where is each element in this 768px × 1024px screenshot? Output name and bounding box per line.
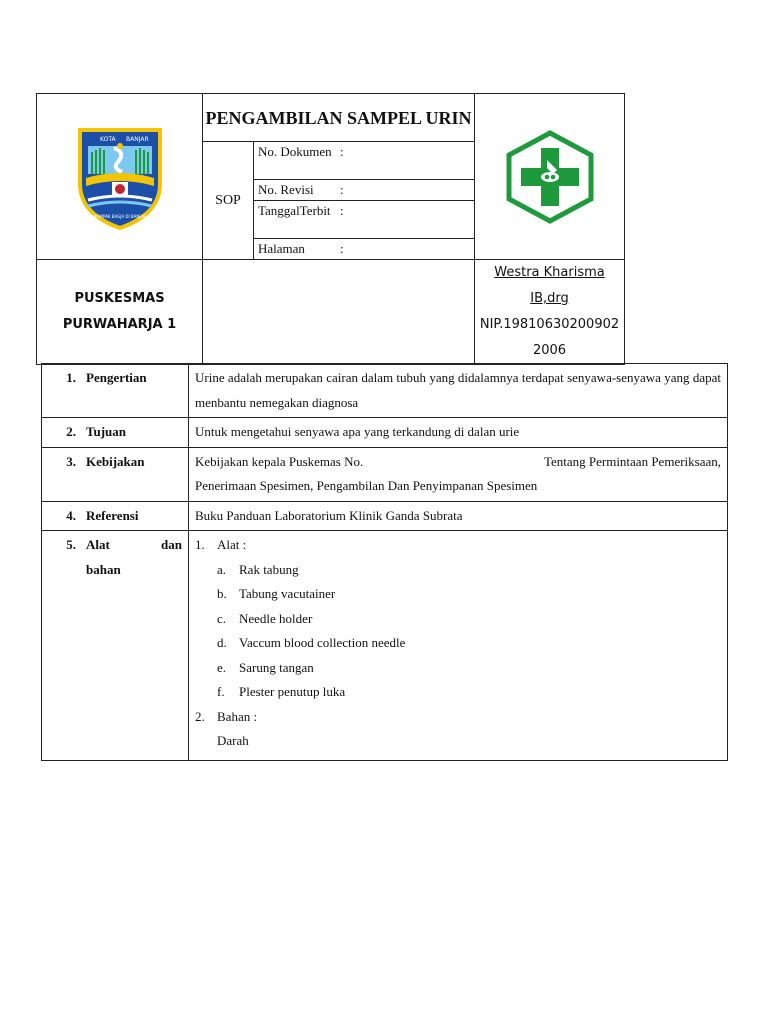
section-content bbox=[189, 531, 728, 761]
meta-no-revisi bbox=[254, 180, 475, 201]
meta-colon: : bbox=[340, 241, 344, 256]
section-number: 4. bbox=[66, 507, 76, 523]
section-text: Untuk mengetahui senyawa apa yang terkandung di dalan urie bbox=[189, 418, 728, 448]
signer-block bbox=[475, 260, 625, 365]
section-text: Buku Panduan Laboratorium Klinik Ganda Subrata bbox=[189, 501, 728, 531]
meta-key: No. Dokumen bbox=[258, 144, 332, 159]
section-label-c: bahan bbox=[86, 561, 121, 577]
policy-text-b: Tentang Permintaan Pemeriksaan, bbox=[543, 453, 721, 469]
signer-nip-line-1: NIP.19810630200902 bbox=[479, 317, 620, 332]
list-item: d. Vaccum blood collection needle bbox=[217, 635, 406, 650]
section-alat-bahan bbox=[42, 531, 728, 761]
puskesmas-cross-icon bbox=[503, 130, 597, 224]
bahan-text: Darah bbox=[217, 733, 249, 748]
list-item: f. Plester penutup luka bbox=[217, 684, 346, 699]
policy-text-c: Penerimaan Spesimen, Pengambilan Dan Penyimpanan Spesimen bbox=[195, 478, 538, 493]
sop-header-table bbox=[36, 93, 625, 365]
section-number: 2. bbox=[66, 424, 76, 439]
section-number: 3. bbox=[66, 453, 76, 469]
organization-name bbox=[37, 260, 203, 365]
section-text bbox=[189, 447, 728, 501]
section-number: 5. bbox=[66, 537, 76, 552]
sop-content-table bbox=[41, 363, 728, 761]
signer-name-line-2: IB,drg bbox=[530, 291, 569, 306]
puskesmas-logo-cell bbox=[475, 94, 625, 260]
list-item: b. Tabung vacutainer bbox=[217, 586, 336, 601]
meta-colon: : bbox=[340, 144, 344, 159]
kota-banjar-logo-icon bbox=[74, 122, 166, 232]
sop-label: SOP bbox=[203, 142, 254, 260]
section-number: 1. bbox=[66, 370, 76, 385]
section-label: Pengertian bbox=[86, 370, 147, 385]
logo-text-banjar: BANJAR bbox=[125, 135, 149, 143]
section-kebijakan bbox=[42, 447, 728, 501]
section-label-b: dan bbox=[161, 537, 182, 552]
meta-no-dokumen bbox=[254, 142, 475, 180]
logo-text-kota: KOTA bbox=[99, 135, 116, 143]
logo-motto: KOMPAK BAGJA DI BANJAR bbox=[93, 213, 146, 219]
org-line-1: PUSKESMAS bbox=[74, 291, 165, 306]
org-line-2: PURWAHARJA 1 bbox=[62, 317, 177, 332]
section-referensi bbox=[42, 501, 728, 531]
kota-banjar-logo-cell bbox=[37, 94, 203, 260]
policy-text-a: Kebijakan kepala Puskemas No. bbox=[195, 453, 364, 469]
section-text: Urine adalah merupakan cairan dalam tubuh yang didalamnya terdapat senyawa-senyawa yang dapat menbantu nemegakan diagnosa bbox=[189, 364, 728, 418]
meta-halaman bbox=[254, 239, 475, 260]
section-label: Referensi bbox=[86, 507, 139, 523]
signer-name-line-1: Westra Kharisma bbox=[494, 265, 605, 280]
list-item: a. Rak tabung bbox=[217, 561, 299, 577]
meta-tanggal-terbit bbox=[254, 201, 475, 239]
document-title: PENGAMBILAN SAMPEL URIN bbox=[203, 94, 475, 142]
meta-colon: : bbox=[340, 182, 344, 197]
alat-list bbox=[195, 558, 721, 705]
section-label-a: Alat bbox=[86, 537, 110, 552]
signer-nip-line-2: 2006 bbox=[532, 343, 567, 358]
meta-key: Halaman bbox=[258, 241, 305, 256]
list-item: e. Sarung tangan bbox=[217, 659, 314, 675]
meta-key: No. Revisi bbox=[258, 182, 314, 197]
section-pengertian bbox=[42, 364, 728, 418]
section-label: Kebijakan bbox=[86, 453, 145, 469]
blank-cell bbox=[203, 260, 475, 365]
section-label: Tujuan bbox=[86, 424, 126, 439]
list-item-alat: 1. Alat : bbox=[195, 537, 247, 552]
list-item-bahan: 2. Bahan : bbox=[195, 708, 258, 724]
section-tujuan bbox=[42, 418, 728, 448]
meta-key: TanggalTerbit bbox=[258, 203, 331, 218]
meta-colon: : bbox=[340, 203, 344, 218]
list-item: c. Needle holder bbox=[217, 610, 313, 626]
